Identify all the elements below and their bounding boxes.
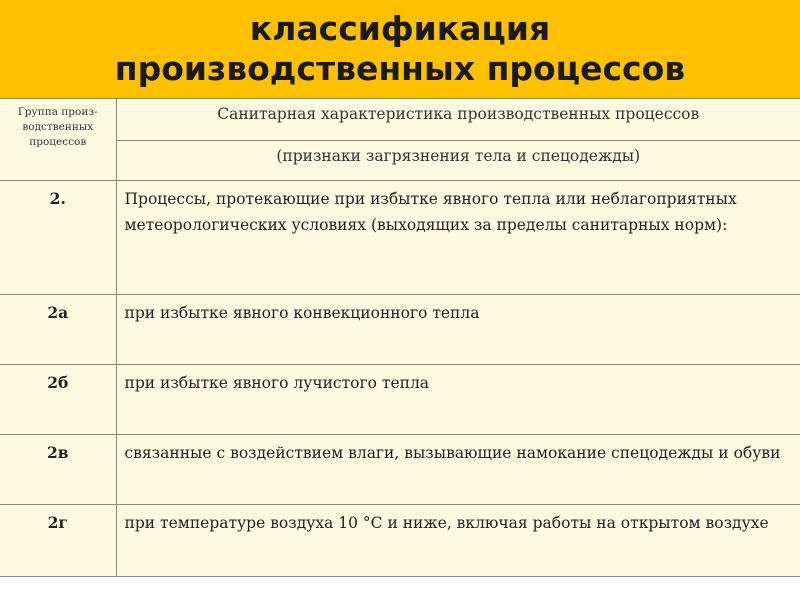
group-code: 2г: [0, 505, 116, 577]
classification-table: [0, 98, 800, 577]
group-code: 2а: [0, 295, 116, 365]
table-row: [0, 181, 800, 295]
group-description: Процессы, протекающие при избытке явного тепла или неблагоприятных метеорологических условиях (выходящих за пределы санитарных норм):: [116, 181, 800, 295]
group-description: при избытке явного конвекционного тепла: [116, 295, 800, 365]
group-description: при температуре воздуха 10 °С и ниже, включая работы на открытом воздухе: [116, 505, 800, 577]
table-row: [0, 435, 800, 505]
group-description: связанные с воздействием влаги, вызывающие намокание спецодежды и обуви: [116, 435, 800, 505]
group-code: 2б: [0, 365, 116, 435]
group-description: при избытке явного лучистого тепла: [116, 365, 800, 435]
slide-title-line-2: производственных процессов: [114, 49, 686, 88]
table-subheader-row: [0, 141, 800, 181]
table-header-row: [0, 99, 800, 141]
sanitary-characteristic-header: Санитарная характеристика производственных процессов: [116, 99, 800, 141]
table-row: [0, 505, 800, 577]
table-row: [0, 295, 800, 365]
table-row: [0, 365, 800, 435]
group-column-header: Группа произ-водственных процессов: [0, 99, 116, 181]
group-code: 2в: [0, 435, 116, 505]
group-code: 2.: [0, 181, 116, 295]
slide-title-line-1: классификация: [249, 9, 551, 48]
title-banner: [0, 0, 800, 98]
contamination-signs-subheader: (признаки загрязнения тела и спецодежды): [116, 141, 800, 181]
